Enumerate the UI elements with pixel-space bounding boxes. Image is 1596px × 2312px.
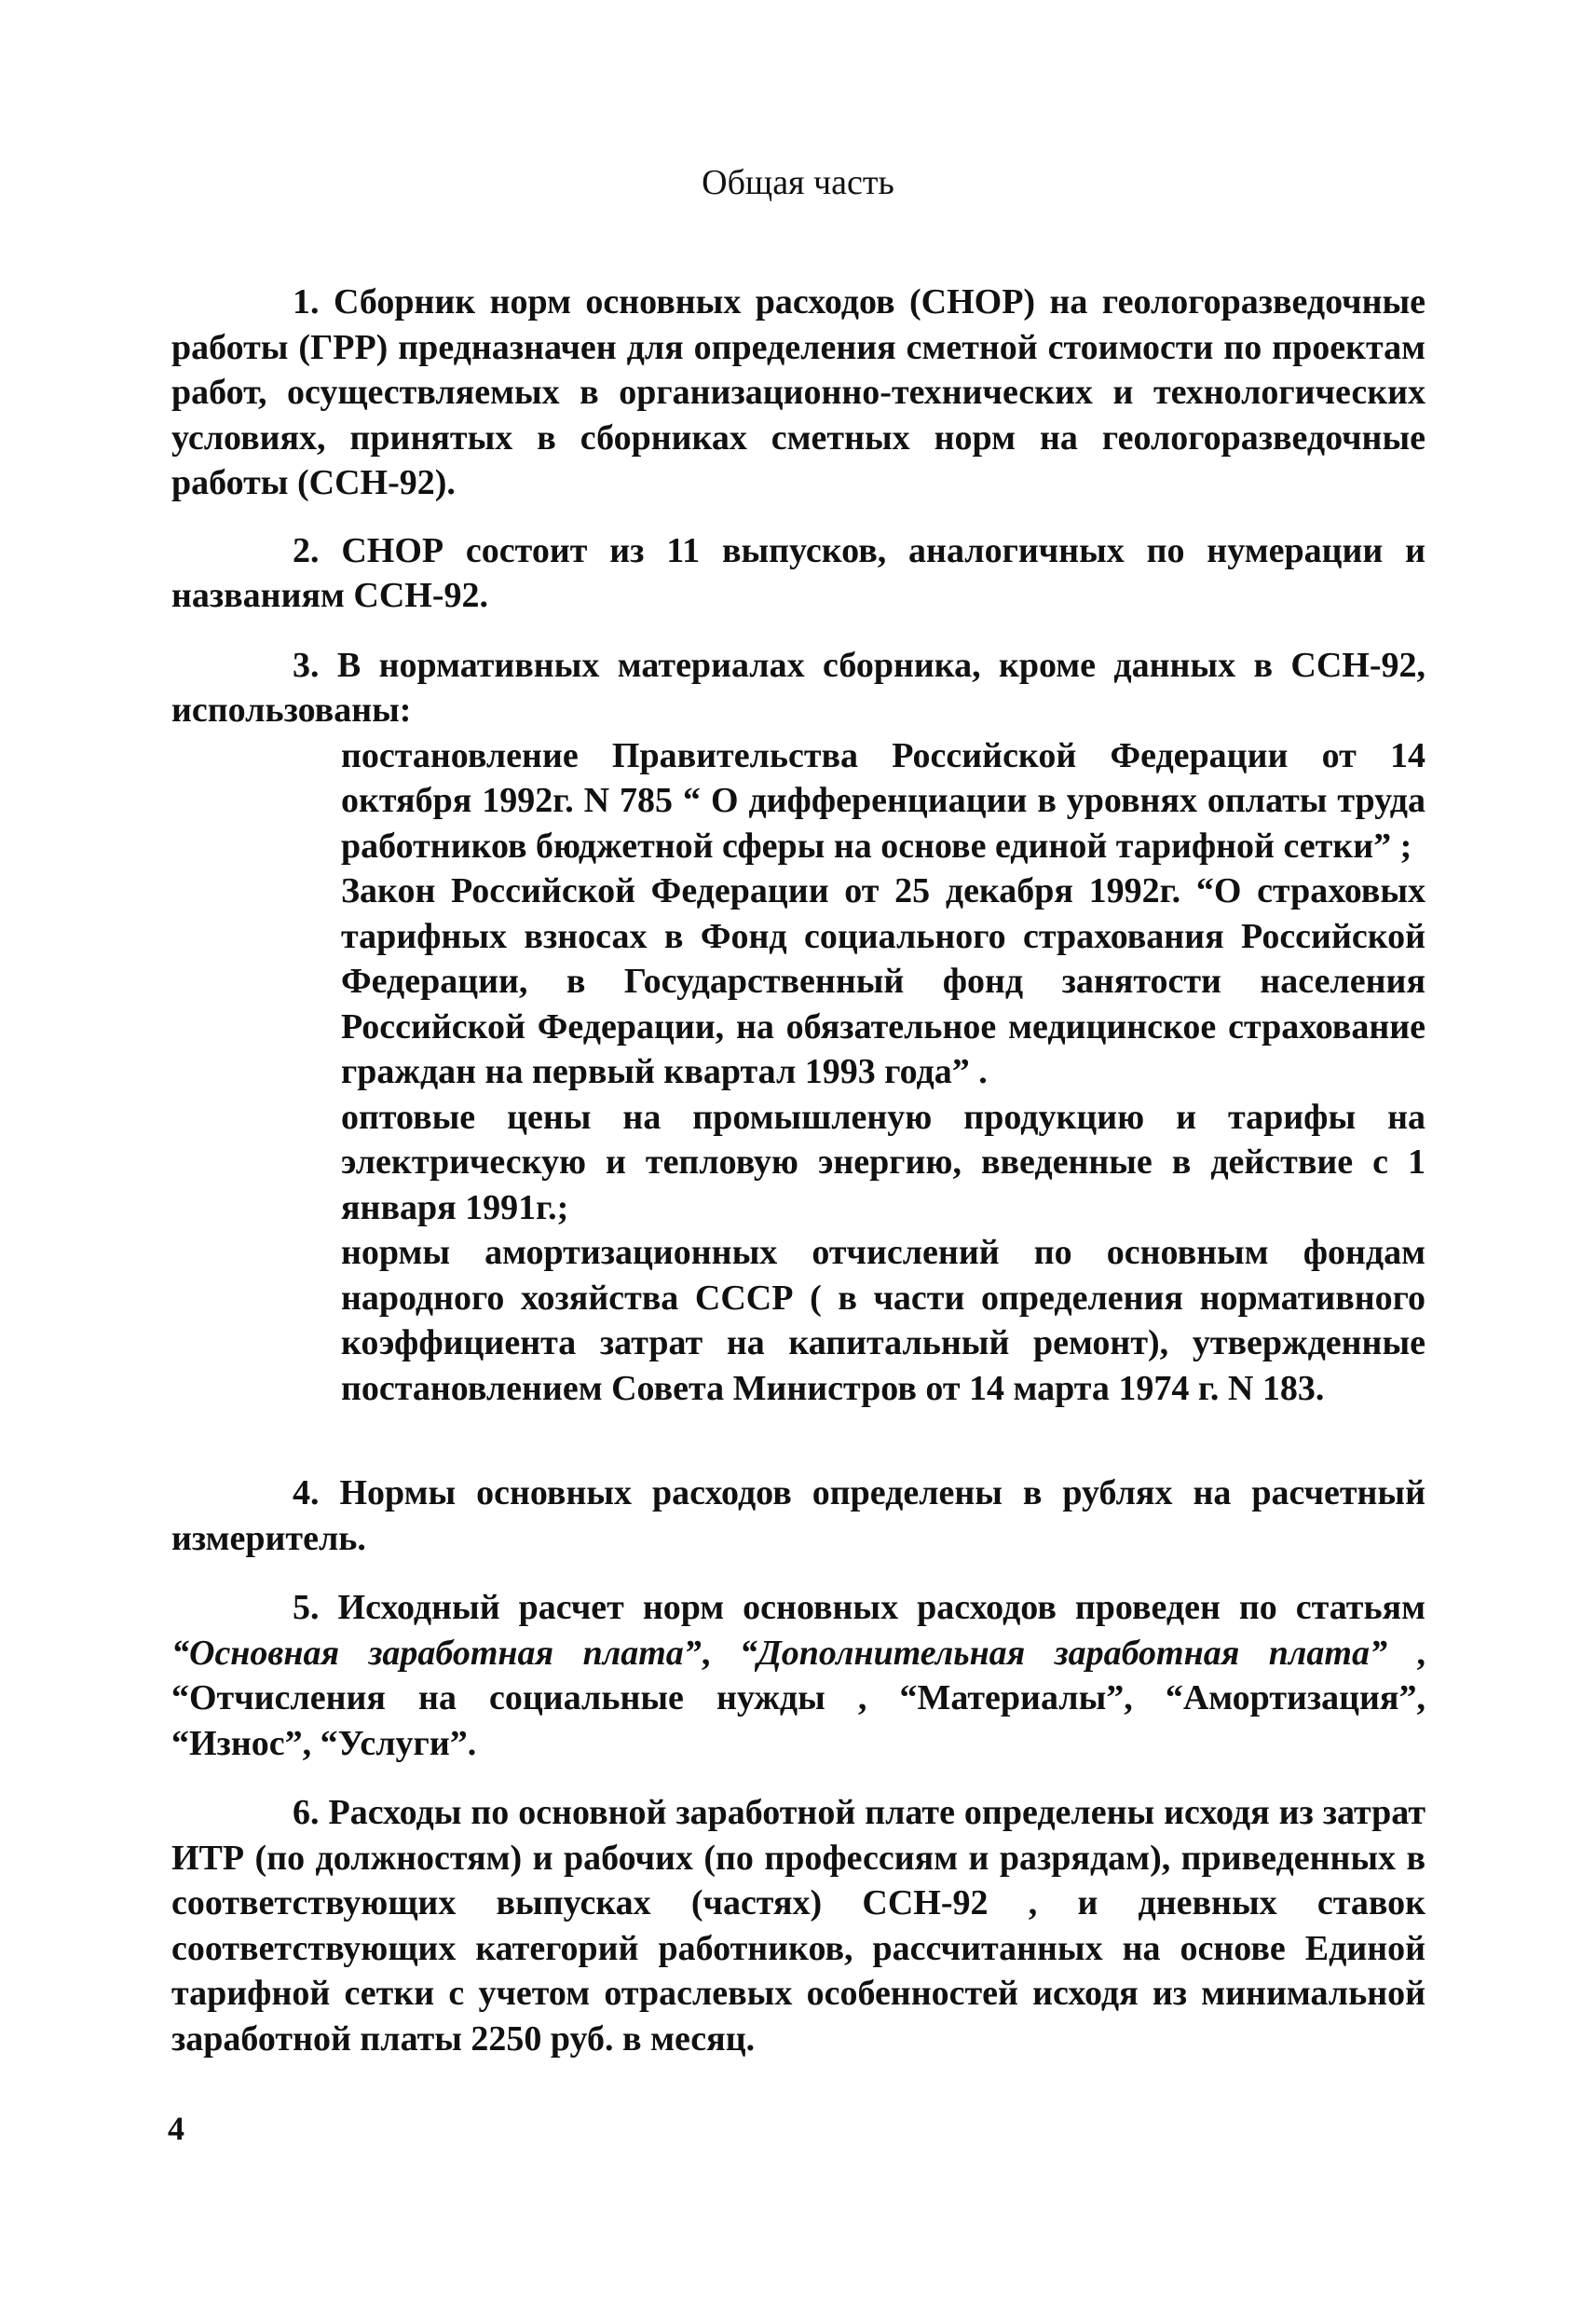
paragraph-5-separator: ,	[701, 1633, 740, 1673]
page-title: Общая часть	[702, 163, 894, 202]
quote-additional-salary: “Дополнительная заработная плата”	[739, 1633, 1387, 1673]
paragraph-6: 6. Расходы по основной заработной плате определены исходя из затрат ИТР (по должностям) и рабочих (по профессиям и разрядам), приведенных в соответствующих выпусках (частях) ССН-92 , и дневных ставок соответствующих категорий работников, рассчитанных на основе Единой тарифной сетки с учетом отраслевых особенностей исходя из минимальной заработной платы 2250 руб. в месяц.	[171, 1793, 1425, 2059]
document-body	[171, 280, 1425, 2061]
paragraph-4: 4. Нормы основных расходов определены в рублях на расчетный измеритель.	[171, 1473, 1425, 1558]
paragraph-5	[171, 1585, 1425, 1766]
list-item-government-decree: постановление Правительства Российской Федерации от 14 октября 1992г. N 785 “ О дифференциации в уровнях оплаты труда работников бюджетной сферы на основе единой тарифной сетки” ;	[341, 735, 1425, 866]
paragraph-5-end: , “Отчисления на социальные нужды , “Материалы”, “Амортизация”, “Износ”, “Услуги”.	[171, 1633, 1426, 1763]
list-item-wholesale-prices: оптовые цены на промышленую продукцию и тарифы на электрическую и тепловую энергию, введенные в действие с 1 января 1991г.;	[341, 1097, 1425, 1227]
list-item-federal-law: Закон Российской Федерации от 25 декабря 1992г. “О страховых тарифных взносах в Фонд социального страхования Российской Федерации, в Государственный фонд занятости населения Российской Федерации, на обязательное медицинское страхование граждан на первый квартал 1993 года” .	[341, 871, 1425, 1091]
page-number: 4	[168, 2110, 184, 2147]
paragraph-2: 2. СНОР состоит из 11 выпусков, аналогичных по нумерации и названиям ССН-92.	[171, 530, 1425, 615]
paragraph-1: 1. Сборник норм основных расходов (СНОР) на геологоразведочные работы (ГРР) предназначен для определения сметной стоимости по проектам работ, осуществляемых в организационно-технических и технологических условиях, принятых в сборниках сметных норм на геологоразведочные работы (ССН-92).	[171, 282, 1425, 502]
paragraph-5-start: 5. Исходный расчет норм основных расходов проведен по статьям	[293, 1588, 1425, 1627]
paragraph-3: 3. В нормативных материалах сборника, кроме данных в ССН-92, использованы:	[171, 645, 1425, 730]
quote-main-salary: “Основная заработная плата”	[171, 1633, 702, 1673]
sources-list	[171, 733, 1425, 1412]
list-item-depreciation-norms: нормы амортизационных отчислений по основным фондам народного хозяйства СССР ( в части определения нормативного коэффициента затрат на капитальный ремонт), утвержденные постановлением Совета Министров от 14 марта 1974 г. N 183.	[341, 1233, 1425, 1408]
